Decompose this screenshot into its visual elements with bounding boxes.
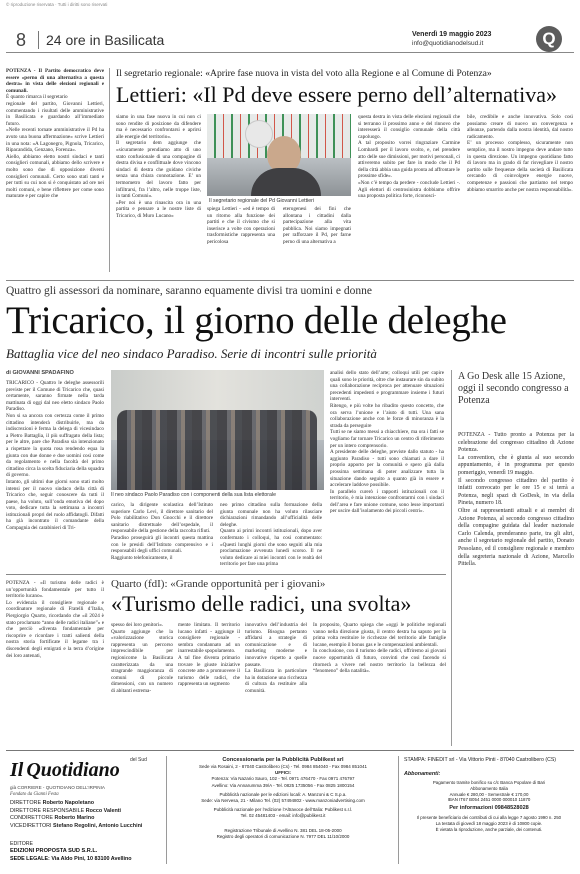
lettieri-kicker: Il segretario regionale: «Aprire fase nuova in vista del voto alla Regione e al Comune di Potenza» <box>116 68 492 79</box>
lettieri-photo <box>207 114 351 196</box>
staff-role: CONDIRETTORE <box>10 815 54 821</box>
ads-line: Pubblicità nazionale per l’edizione l’Altravoce dell’Italia: Publikest s.r.l. <box>213 807 353 813</box>
issue-date: Venerdì 19 maggio 2023 <box>412 31 492 38</box>
logo-del-sud: del Sud <box>130 757 147 763</box>
article-paragraph: analisi dello stato dell’arte; colloqui utili per capire quali sono le priorità, oltre che instaurare sin da subito una collaborazione reciproca per attenuare situazioni precedenti impedenti e programmare insieme i futuri interventi. <box>330 370 444 403</box>
editor-label: EDITORE <box>10 841 33 847</box>
ads-line: Sede via Rosaini, 2 - 87040 Castrolibero (Cs) - Tel. 0984 854040 - Fax 0984 851041 <box>198 764 368 769</box>
ads-line: Potenza: Via Nazario Sauro, 102 - Tel. 0971 476470 - Fax 0971 476797 <box>211 776 355 782</box>
person-jacket <box>251 168 321 196</box>
article-lead: POTENZA - Il Partito democratico deve essere «perno di una alternativa a questa destra» in vista delle elezioni regionali e comunali. <box>6 68 104 94</box>
abbonamenti-label: Abbonamenti: <box>404 771 441 777</box>
article-paragraph: Quanto ai primi incontri istituzionali, dopo aver confermato i colloqui, ha così commentato: «Questi lunghi giorni che sono seguiti alla mia proclamazione avvenuta lunedì scorso. Il ne voluto dedicare ai miei incontri con le realtà del territorio per fare una prima <box>220 528 322 568</box>
article-paragraph: Raggiunto telefonicamente, il <box>111 554 173 561</box>
article-paragraph: La convention, che è giunta al suo secondo appuntamento, è in programma per questo pomeriggio, venerdì 19 maggio. <box>458 454 574 476</box>
article-paragraph: E’ un processo complesso, sicuramente non semplice, ma il nostro impegno deve andare tutto in questa direzione. Un impegno quotidiano fatto di lavoro ma in grado di far risvegliare il nostro partito sulle frequenze della società di Basilicata cercando di coinvolgere energie nuove, competenze e passioni che partiamo nel tempo abbiamo smarrito anche per nostra responsabilità». <box>467 140 573 193</box>
lettieri-column-1 <box>116 114 201 272</box>
article-paragraph: A presidente delle deleghe, previste dallo statuto - ha aggiunto Paradiso - tutti sono chiamati a dare il proprio apporto per la comunità e spero già dalla prossima settimana di poter analizzare tutta la situazione dando seguito a quanto già in essere e accelerare laddove possibile. <box>330 449 444 489</box>
article-paragraph: Oltre ai rappresentanti attuali e ai membri di Azione Potenza, al secondo congresso cittadino della compagine guidata dal leader nazionale Carlo Calenda, prenderanno parte, tra gli altri, anche il segretario regionale del partito, Donato Pessolano, ed il consigliere regionale e membro della segreteria nazionale di Azione, Marcello Pittella. <box>458 507 574 568</box>
ads-line: Registrazione Tribunale di Avellino N. 381 DEL 18-05-2000 <box>224 827 342 833</box>
article-paragraph: Non si sa ancora con certezza come il primo cittadino intenderà distribuirle, ma da indiscrezioni è ferma la delega di vicesindaco a Pietro Battaglia, il più suffragato della lista; per le altre, pare che Paradiso sia intenzionato a rispettare la quota rosa rendendo equa la giunta con due donne e due uomini così come da regolamento e nella facoltà del primo cittadino circa la scelta fiduciaria della squadra di governo. <box>6 412 104 479</box>
tricarico-photo-caption: Il neo sindaco Paolo Paradiso con i componenti della sua lista elettorale <box>111 492 276 498</box>
advertising-block <box>172 757 394 840</box>
staff-role: DIRETTORE <box>10 800 42 806</box>
article-paragraph: innovativo dell’industria del turismo. Bisogna pertanto affidarsi a strategie di comunicazione e di marketing moderne e innovative rispetto a quelle passate. <box>245 622 307 668</box>
ads-line: Sede: via Nervesa, 21 - Milano Tel. (02) 57494802 - www.manzoniadvertising.com <box>201 798 365 804</box>
subscription-line: Annuale € 280,00 - Semestrale € 170,00 <box>449 791 529 797</box>
article-paragraph: Il segretario dem aggiunge che «sicuramente prendiamo atto di uno stato confusionale di una compagine di destra divisa e conflittuale dove vincono sindaci di destra che guidano civiche senza una chiara connotazione. E’ un termometro del lavoro fatto per infiltrarsi, fra l’altro, nelle troppe liste, in tanti Comuni». <box>116 140 201 200</box>
lettieri-column-5 <box>467 114 573 272</box>
group-line: già CORRIERE - QUOTIDIANO DELL’IRPINIA <box>10 785 105 790</box>
article-paragraph: Paradiso proseguirà gli incontri questa mattina con le presidi dell’Istituto comprensivo e i responsabili degli uffici comunali. <box>111 534 213 555</box>
masthead-block <box>10 755 160 865</box>
staff-role: DIRETTORE RESPONSABILE <box>10 807 85 814</box>
people-group <box>117 410 317 490</box>
article-paragraph: siamo in una fase nuova in cui non ci sono rendite di posizione da difendere ma è necessario confrontarsi e aprirsi alle energie del territorio». <box>116 114 201 140</box>
article-paragraph: carico, la dirigente scolastica dell’Istituto superiore Carlo Levi, il direttore sanitario del Polo riabilitativo Don Gnocchi e il direttore sanitario distrettuale dell’ospedale, il responsabile della gestione della raccolta rifiuti. <box>111 502 213 535</box>
article-paragraph: Tutti se ne siamo messi a chiacchiere, ma ora i fatti se vogliamo far tornare Tricarico un centro di riferimento per un intero comprensorio. <box>330 429 444 449</box>
tricarico-kicker: Quattro gli assessori da nominare, saranno equamente divisi tra uomini e donne <box>6 285 372 297</box>
article-paragraph: Quarto aggiunge che la «valorizzazione storica rappresenta un percorso imprescindibile per regionicome la Basilicata caratterizzata da una stragrande maggioranza di comuni di piccole dimensioni, con un numero di abitanti estrema- <box>111 628 173 694</box>
turismo-kicker: Quarto (fdI): «Grande opportunità per i giovani» <box>111 578 326 590</box>
tricarico-column-2 <box>111 502 213 568</box>
byline: di GIOVANNI SPADAFINO <box>6 370 74 376</box>
article-paragraph: mente limitato. Il territorio lucano infatti - aggiunge il consigliere regionale - sembra condannato ad un inarrestabile spopolamento. <box>178 622 240 655</box>
section-title: 24 ore in Basilicata <box>46 32 165 48</box>
article-paragraph: neo primo cittadino sulla formazione della giunta comunale non ha voluto rilasciare dichiarazioni rimandando all’ufficialità delle deleghe. <box>220 502 322 528</box>
turismo-column-1 <box>6 580 104 746</box>
legal-line: È vietata la riproduzione, anche parziale, dei contenuti. <box>435 826 543 832</box>
article-paragraph: «Non c’è tempo da perdere - conclude Lettieri -. Agli elettori di centrosinistra dobbiamo offrire una proposta politica forte, riconosci- <box>358 179 460 200</box>
staff-row <box>10 800 142 808</box>
tricarico-column-4 <box>330 370 444 568</box>
turismo-headline: «Turismo delle radici, una svolta» <box>111 591 412 616</box>
article-paragraph: Ritengo, e più volte ho ribadito questo concetto, che ora serva l’unione e l’aiuto di tutti. Una sana collaborazione anche con le forze di minoranza è la strada da perseguire <box>330 402 444 429</box>
lettieri-column-4 <box>358 114 460 272</box>
article-paragraph: bile, credibile e anche innovativa. Solo così possiamo creare di nuovo un convergenza e alleanze, partendo dalla nostra identità, dal nostro radicamento. <box>467 114 573 140</box>
lettieri-column-3 <box>283 206 351 272</box>
editor-name: EDIZIONI PROPOSTA SUD S.R.L. <box>10 848 98 854</box>
contact-email: info@quotidianodelsud.it <box>412 40 484 47</box>
turismo-column-4 <box>245 622 307 746</box>
article-paragraph: spesso dei loro genitori». <box>111 622 164 628</box>
tricarico-column-3 <box>220 502 322 568</box>
azione-sidebar-body <box>458 432 574 746</box>
article-paragraph: eterogenesi dei fini che allontana i cittadini dalla partecipazione alla vita pubblica. Noi siamo impegnati per rafforzare il Pd, per farne perno di una alternativa a <box>283 206 351 245</box>
article-paragraph: A tal fine diventa primario trovare le giuste iniziative concrete atte a promuovere il turismo delle radici, che rappresenta un segmento <box>178 654 240 688</box>
staff-name: Roberto Marino <box>54 815 95 821</box>
subscription-line: Pagamento tramite bonifico su c/c Banca Popolare di Bari <box>432 780 546 785</box>
article-paragraph: questa destra in vista delle elezioni regionali che si terranno il prossimo anno e del rinnovo che interesserà il consiglio comunale della città capoluogo. <box>358 114 460 140</box>
ads-line: Registro degli operatori di comunicazione N. 7977 DEL 11/10/2000 <box>216 833 350 839</box>
legal-line: La testata di giovedì 18 maggio 2023 è di 10800 copie. <box>435 820 543 826</box>
page-number: 8 <box>16 30 27 50</box>
article-paragraph: «Per noi è una rinascita ora in una partita e pensare a le nostre liste di Tricarico, di Muro Lucano» <box>116 199 201 219</box>
article-paragraph: Aiello, abbiamo eletto nostri sindaci e tanti consiglieri comunali, abbiamo dello scrivere e molto sono due di opposizione diversi consiglieri comunali. Certo sono stati tanti e per tutti su cui non si è conquistato ad ore nei molti comuni, e bene riflettere per come sono maturate e per capire che <box>6 153 104 200</box>
tricarico-group-photo <box>111 370 324 490</box>
staff-list <box>10 800 142 830</box>
turismo-column-2 <box>111 622 173 746</box>
article-paragraph: Intanto, gli ultimi due giorni sono stati molto intensi per il nuovo sindaco della città di Tricarico che, seguir conoscere da tutti il paese, ha voluto, sull’onda emotiva del dopo voto, dedicare tutta la settimana a incontri istituzionali propri del ruolo affidatogli. Difatti ha già incontrato il comandante della Compagnia dei carabinieri di Tri- <box>6 478 104 532</box>
article-paragraph: In parallelo curerò i rapporti istituzionali con il territorio, è mia intenzione confrontarmi con i sindaci dell’area e fare unione comune, sono lesse importanti per uscire dall’isolamento dei piccoli centri». <box>330 488 444 515</box>
tricarico-headline: Tricarico, il giorno delle deleghe <box>6 299 507 342</box>
ads-line: Avellino: Via Annarumma 39/A - Tel. 0825 1735056 - Fax 0825 1800154 <box>211 782 355 788</box>
article-paragraph: La Basilicata in particolare ha in dotazione una ricchezza di cultura da restituire alla comunità. <box>245 668 307 694</box>
print-subscription-block <box>404 757 574 833</box>
turismo-column-3 <box>178 622 240 746</box>
article-paragraph: Il secondo congresso cittadino del partito è infatti convocato per le ore 15 e si terrà a Potenza, negli spazi di GoDesk, in via della Pineta, numero 18. <box>458 477 574 507</box>
subscription-line: Abbonamento Italia <box>470 785 508 791</box>
ads-title: Concessionaria per la Pubblicità Publikest srl <box>222 757 344 763</box>
info-phone: Per informazioni 09848528028 <box>449 805 529 812</box>
article-paragraph: In proposito, Quarto spiega che «oggi le politiche regionali vanno nella direzione giusta, il centro destra ha saputo per la prima volta restituire le ricchezze del territorio alle famiglie lucane, esempio il bonus gas e le compensazioni ambientali. <box>313 622 446 648</box>
article-paragraph: TRICARICO - Quattro le deleghe assessorili previste per il Comune di Tricarico che, quasi certamente, saranno firmate nella tarda mattinata di oggi dal neo eletto sindaco Paolo Paradiso. <box>6 380 104 413</box>
logo-il: Il <box>10 759 24 781</box>
founded-line: Fondato da Gianni Festa <box>10 792 59 797</box>
staff-name: Stefano Regolini, Antonio Lucchini <box>53 822 143 829</box>
ads-line: Pubblicità nazionale per le edizioni locali: A. Manzoni & C S.p.a. <box>219 791 347 797</box>
subscription-line: IBAN IT67 B054 2451 0000 000010 11870 <box>447 797 531 803</box>
page-header <box>0 24 580 56</box>
staff-row <box>10 823 142 831</box>
ads-line: UFFICI: <box>275 770 291 776</box>
article-paragraph: spiega Lettieri - «ed è tempo di un ritorno alla funzione dei partiti e che il civismo che si inserisce a volte con operazioni trasformistiche rappresenta una pericolosa <box>207 206 275 245</box>
logo-letter: Q <box>542 29 556 48</box>
staff-name: Roberto Napoletano <box>42 800 95 806</box>
article-paragraph: «Nelle recenti tornate amministrative il Pd ha avuto una buona affermazione» scrive Lettieri in una nota: «A Lagonegro, Pignola, Tricarico, Ripacandida, Genzano, Forenza». <box>6 127 104 154</box>
tricarico-column-1 <box>6 380 104 568</box>
article-paragraph: Lo evidenzia il consigliere regionale e coordinatore regionale di Fratelli d’Italia, Piergiorgio Quarto, ricordando che «il 2024 è stato proclamato “anno delle radici italiane”» e che perciò «diventa fondamentale per riscoprire e ricordare i tratti salienti della nostra storia fortificate il legame tra i discendenti degli emigrati e la terra d’origine dei loro antenati, <box>6 599 104 659</box>
article-paragraph: POTENZA - «Il turismo delle radici è un’opportunità fondamentale per tutto il territorio lucano». <box>6 580 104 600</box>
article-paragraph: È quanto rimarca il segretario <box>6 94 68 101</box>
azione-sidebar-title: A Go Desk alle 15 Azione, oggi il secondo congresso a Potenza <box>458 371 569 406</box>
masthead-logo <box>10 759 120 782</box>
turismo-column-5 <box>313 622 446 746</box>
editor-address: SEDE LEGALE: Via Aldo Pini, 10 83100 Avellino <box>10 856 132 862</box>
lettieri-column-2 <box>207 206 275 272</box>
ads-line: Tel. 02 45481403 - email: info@publikest.it <box>240 813 326 819</box>
logo-quotidiano: Quotidiano <box>26 759 120 781</box>
lettieri-headline: Lettieri: «Il Pd deve essere perno dell’alternativa» <box>116 82 558 107</box>
staff-row <box>10 808 142 816</box>
legal-line: Il presente beneficiario dei contributi di cui alla legge 7 agosto 1990 n. 250 <box>416 815 562 821</box>
copyright-notice: © riproduzione riservata · Tutti i diritti sono riservati <box>6 2 108 7</box>
article-paragraph: regionale del partito, Giovanni Lettieri, commentando i risultati delle amministrative in Basilicata e guardando all’immediato futuro. <box>6 100 104 127</box>
stampa-line: STAMPA: FINEDIT srl - Via Vittorio Pinti - 87040 Castrolibero (CS) <box>404 757 557 763</box>
lettieri-lead-box <box>6 68 104 272</box>
article-paragraph: POTENZA - Tutto pronto a Potenza per la celebrazione del congresso cittadino di Azione Potenza. <box>458 432 574 454</box>
tricarico-subtitle: Battaglia vice del neo sindaco Paradiso. Serie di incontri sulle priorità <box>6 346 377 361</box>
quotidiano-logo-icon <box>536 26 562 52</box>
staff-name: Rocco Valenti <box>85 807 122 814</box>
staff-row <box>10 815 142 823</box>
staff-role: VICEDIRETTORI <box>10 822 52 829</box>
article-paragraph: A tal proposito vorrei ringraziare Carmine Lombardi per il lavoro svolto, e, nel prendere atto delle sue dimissioni, per motivi personali, ci attiveremo subito per fare in modo che il Pd della città abbia una guida pronta ad affrontare le prossime sfide». <box>358 140 460 180</box>
lettieri-photo-caption: Il segretario regionale del Pd Giovanni Lettieri <box>209 198 314 204</box>
article-paragraph: In conclusione, con il turismo delle radici, offriremo ai giovani nuove opportunità di futuro, convinti che così facendo si ritornerà a vivere nel nostro territorio la bellezza del “fenomeno” della natalità». <box>313 648 446 675</box>
